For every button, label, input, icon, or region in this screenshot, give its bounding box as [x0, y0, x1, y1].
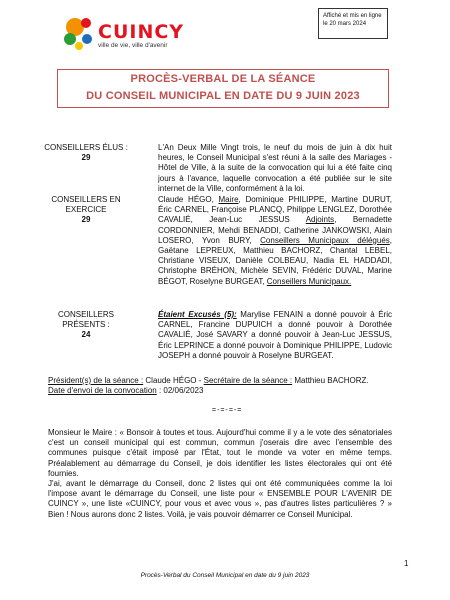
presents-count: 24 [81, 330, 91, 340]
intervention-paragraph-1: Monsieur le Maire : « Bonsoir à toutes et tous. Aujourd'hui comme il y a le vote des sénatoriales c'est un conseil municipal qui est commun, commun j'oserais dire avec l'ensemble des communes puisque c'était imposé par l'État, tout le monde va voter en même temps. Préalablement au démarrage du Conseil, je dois identifier les listes électorales qui ont été fournies. [48, 428, 392, 478]
elus-text: L'An Deux Mille Vingt trois, le neuf du mois de juin à dix huit heures, le Conseil Municipal s'est réuni à la salle des Mariages - Hôtel de Ville, à la suite de la convocation qui lui a été faite cinq jours à l'avance, laquelle convocation a été publiée sur le site internet de la Ville, conformément à la loi. [158, 143, 392, 193]
presents-label-line2: PRÉSENTS : [62, 320, 110, 330]
exercice-text-part1: Claude HÉGO, [158, 195, 219, 204]
elus-label-block [36, 143, 136, 163]
elus-count: 29 [81, 153, 91, 163]
exercice-text-part4: , Gaëtane LEPREUX, Matthieu BACHORZ, Chantal LEBEL, Christiane VISEUX, Danièle COLBEAU, Nadia EL HADDADI, Christophe BRÉHON, Michèle SEVIN, Frédéric DUVAL, Marine BÉGOT, Roselyne BURGEAT, [158, 235, 393, 286]
municipaux-role: Conseillers Municipaux. [266, 276, 352, 286]
president-value: Claude HÉGO - [143, 376, 204, 385]
exercice-text-part2: , Dominique PHILIPPE, Martine DURUT, Éric CARNEL, Françoise PLANCQ, Philippe LENGLEZ, Dorothée CAVALIÉ, Jean-Luc JESSUS [158, 195, 392, 225]
exercice-label-line1: CONSEILLERS EN [51, 195, 121, 204]
exercice-label-block [36, 195, 136, 226]
elus-label: CONSEILLERS ÉLUS : [44, 143, 128, 152]
logo-mark-icon [64, 18, 92, 50]
maire-role: Maire [218, 195, 239, 204]
posting-notice [318, 8, 388, 39]
section-separator: =-=-=-= [212, 407, 243, 414]
secretaire-label: Secrétaire de la séance : [203, 376, 293, 385]
document-title: PROCÈS-VERBAL DE LA SÉANCE [130, 73, 316, 85]
presents-label-line1: CONSEILLERS [57, 310, 115, 319]
presents-text [158, 310, 392, 361]
delegues-role: Conseillers Municipaux délégués [260, 235, 390, 245]
document-subtitle: DU CONSEIL MUNICIPAL EN DATE DU 9 JUIN 2023 [86, 90, 360, 102]
notice-line-2: le 20 mars 2024 [323, 21, 367, 27]
exercice-text [158, 195, 392, 287]
president-line [48, 376, 398, 386]
adjoints-role: Adjoints [305, 215, 335, 225]
presents-label-block [36, 310, 136, 341]
notice-line-1: Affiché et mis en ligne [323, 13, 382, 19]
intervention-paragraph-2: J'ai, avant le démarrage du Conseil, donc 2 listes qui ont été communiquées comme la loi l'impose avant le démarrage du Conseil, une liste pour « ENSEMBLE POUR L'AVENIR DE CUINCY », une liste «CUINCY, pour vous et avec vous », pas d'autres listes particulières ? » Bien ! Nous aurons donc 2 listes. Voilà, je vais pouvoir démarrer ce Conseil Municipal. [48, 479, 392, 519]
excuses-label: Étaient Excusés (5): [158, 310, 237, 319]
mayor-intervention [48, 428, 392, 520]
page-number: 1 [404, 559, 409, 568]
convocation-value: : 02/06/2023 [156, 386, 204, 396]
excuses-text: Marylise FENAIN a donné pouvoir à Éric CARNEL, Francine DUPUICH a donné pouvoir à Dorothée CAVALIÉ, José SAVARY a donné pouvoir à Jean-Luc JESSUS, Éric LEPRINCE a donné pouvoir à Dominique PHILIPPE, Ludovic JOSEPH a donné pouvoir à Roselyne BURGEAT. [158, 310, 393, 360]
exercice-count: 29 [81, 215, 91, 225]
exercice-text-part3: , Bernadette CORDONNIER, Mehdi BENADDI, Catherine JANKOWSKI, Alain LOSERO, Yvon BURY, [158, 215, 392, 245]
logo-tagline: ville de vie, ville d'avenir [98, 42, 168, 49]
logo-wordmark: CUINCY [98, 21, 185, 43]
page-footer: Procès-Verbal du Conseil Municipal en date du 9 juin 2023 [140, 572, 310, 579]
convocation-label: Date d'envoi de la convocation [48, 386, 157, 396]
secretaire-value: Matthieu BACHORZ. [292, 376, 369, 385]
exercice-label-line2: EXERCICE [65, 205, 107, 215]
seance-info [48, 376, 398, 396]
president-label: Président(s) de la séance : [48, 376, 144, 385]
convocation-line [48, 386, 398, 396]
